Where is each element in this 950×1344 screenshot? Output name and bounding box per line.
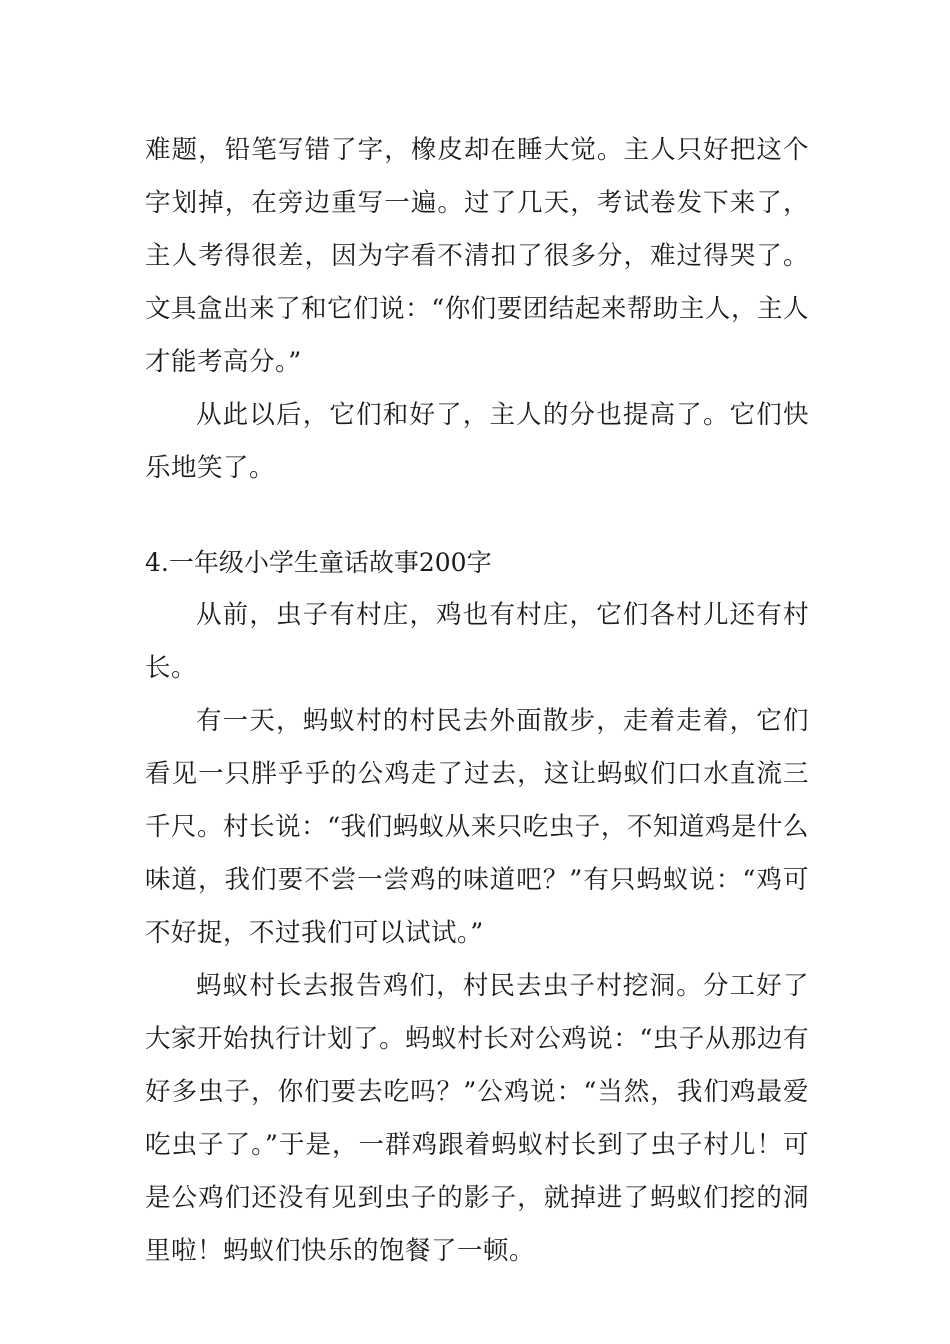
paragraph: 从前，虫子有村庄，鸡也有村庄，它们各村儿还有村长。 [145, 600, 809, 683]
paragraph: 有一天，蚂蚁村的村民去外面散步，走着走着，它们看见一只胖乎乎的公鸡走了过去，这让蚂蚁们口水直流三千尺。村长说：“我们蚂蚁从来只吃虫子，不知道鸡是什么味道，我们要不尝一尝鸡的味道吧？”有只蚂蚁说：“鸡可不好捉，不过我们可以试试。” [145, 706, 809, 948]
section-heading: 4.一年级小学生童话故事200字 [145, 548, 492, 577]
paragraph: 从此以后，它们和好了，主人的分也提高了。它们快乐地笑了。 [145, 400, 809, 483]
paragraph: 蚂蚁村长去报告鸡们，村民去虫子村挖洞。分工好了大家开始执行计划了。蚂蚁村长对公鸡说：“虫子从那边有好多虫子，你们要去吃吗？”公鸡说：“当然，我们鸡最爱吃虫子了。”于是，一群鸡跟着蚂蚁村长到了虫子村儿！可是公鸡们还没有见到虫子的影子，就掉进了蚂蚁们挖的洞里啦！蚂蚁们快乐的饱餐了一顿。 [145, 971, 809, 1266]
document-body [145, 124, 809, 1278]
section-spacer [145, 495, 809, 536]
paragraph-continued: 难题，铅笔写错了字，橡皮却在睡大觉。主人只好把这个字划掉，在旁边重写一遍。过了几天，考试卷发下来了，主人考得很差，因为字看不清扣了很多分，难过得哭了。文具盒出来了和它们说：“你们要团结起来帮助主人，主人才能考高分。” [145, 135, 809, 377]
